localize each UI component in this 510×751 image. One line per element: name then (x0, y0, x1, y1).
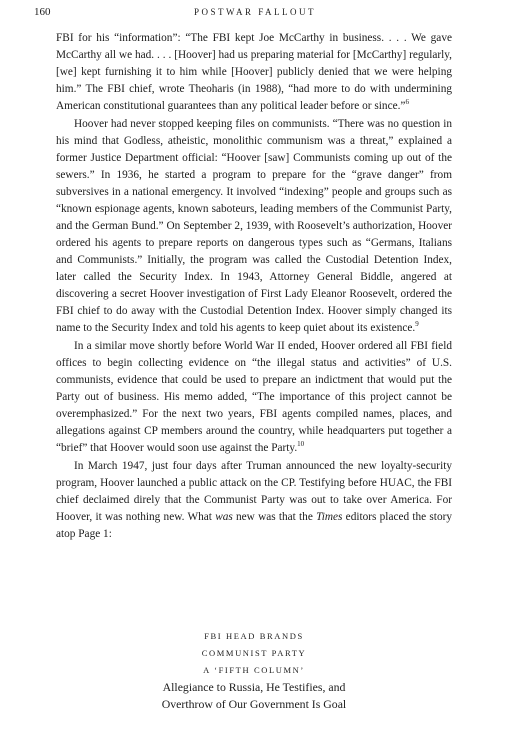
page-number: 160 (34, 6, 51, 18)
footnote-marker: 9 (415, 320, 419, 329)
paragraph-4 (56, 458, 452, 543)
headline-line-5: Overthrow of Our Government Is Goal (161, 697, 347, 711)
paragraph-2 (56, 116, 452, 337)
paragraph-1-text: FBI for his “information”: “The FBI kept Joe McCarthy in business. . . . We gave McCarthy all we had. . . . [Hoover] had us preparing material for [McCarthy] regularly, [we] kept furnishing it to him while [Hoover] publicly denied that we were helping him.” The FBI chief, wrote Theoharis (in 1988), “had more to do with undermining American constitutional guarantees than any political leader before or since.” (56, 32, 452, 112)
emphasis-times: Times (316, 511, 343, 523)
headline-line-4: Allegiance to Russia, He Testifies, and (162, 680, 346, 694)
paragraph-3 (56, 338, 452, 457)
body-text (56, 30, 452, 543)
paragraph-1 (56, 30, 452, 115)
newspaper-headline (56, 628, 452, 713)
headline-line-1: FBI HEAD BRANDS (204, 631, 304, 641)
footnote-marker: 10 (297, 440, 305, 449)
paragraph-4-text-a: In March 1947, just four days after Truman announced the new loyalty-security program, Hoover launched a public attack on the CP. Testifying before HUAC, the FBI chief declaimed direly that the Communist Party was out to take over America. For Hoover, it was nothing new. What (56, 460, 452, 523)
page-header (34, 6, 476, 22)
running-head: POSTWAR FALLOUT (193, 7, 317, 17)
headline-line-2: COMMUNIST PARTY (201, 648, 307, 658)
paragraph-2-text: Hoover had never stopped keeping files on communists. “There was no question in his mind that Godless, atheistic, monolithic communism was a threat,” explained a former Justice Department official: “Hoover [saw] Communists coming up out of the sewers.” In 1936, he started a program to prepare for the “grave danger” from subversives in a national emergency. It involved “indexing” people and groups such as “known espionage agents, known saboteurs, leading members of the Communist Party, and the German Bund.” On September 2, 1939, with Roosevelt’s authorization, Hoover ordered his agents to prepare reports on dangerous types such as “Germans, Italians and Communists.” Initially, the program was called the Custodial Detention Index, later called the Security Index. In 1943, Attorney General Biddle, angered at discovering a secret Hoover investigation of First Lady Eleanor Roosevelt, ordered the FBI chief to do away with the Custodial Detention Index. Hoover simply changed its name to the Security Index and told his agents to keep quiet about its existence. (56, 118, 452, 334)
paragraph-4-text-c: editors placed the story atop Page 1: (56, 511, 452, 540)
headline-line-3: A ‘FIFTH COLUMN’ (203, 665, 305, 675)
emphasis-was: was (215, 511, 233, 523)
paragraph-4-text-b: new was that the (232, 511, 317, 523)
footnote-marker: 6 (405, 98, 409, 107)
paragraph-3-text: In a similar move shortly before World War II ended, Hoover ordered all FBI field offices to begin collecting evidence on “the illegal status and activities” of U.S. communists, evidence that could be used to prepare an indictment that would put the Party out of business. His memo added, “The importance of this project cannot be overemphasized.” For the next two years, FBI agents compiled names, places, and allegations against CP members around the country, while headquarters put together a “brief” that Hoover would soon use against the Party. (56, 340, 452, 454)
